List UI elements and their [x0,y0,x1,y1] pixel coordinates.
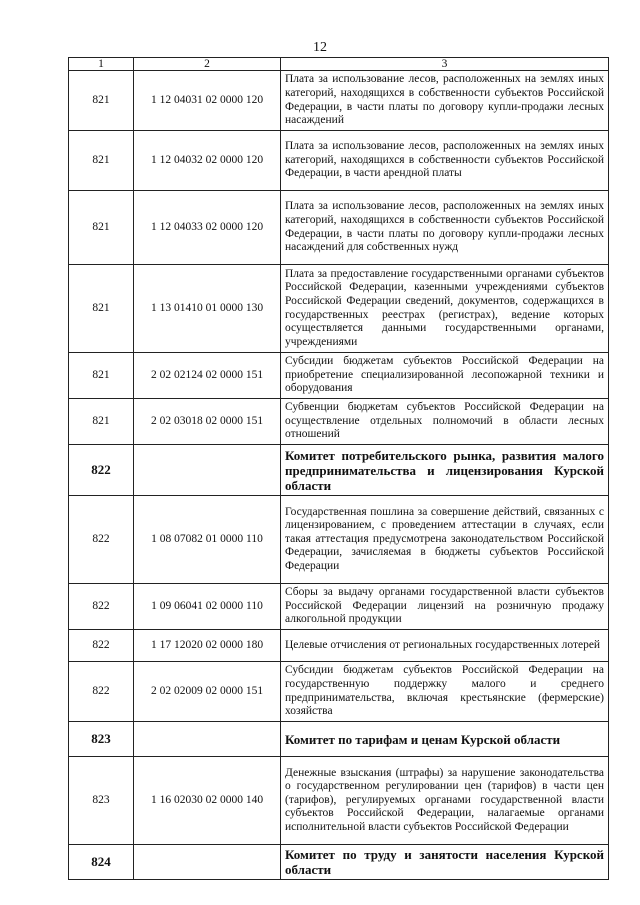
department-name-cell: Комитет по тарифам и ценам Курской области [281,722,609,757]
admin-code-cell: 821 [69,131,134,191]
budget-classification-table [68,57,609,880]
table-row [69,757,609,845]
admin-code-cell: 824 [69,845,134,880]
income-name-cell: Плата за предоставление государственными органами субъектов Российской Федерации, казенными учреждениями субъектов Российской Федерации сведений, документов, содержащихся в государственных реестрах (регистрах), ведение которых осуществляется данными государственными органами, учреждениями [281,265,609,353]
admin-code-cell: 821 [69,71,134,131]
income-code-cell [134,722,281,757]
admin-code-cell: 822 [69,584,134,630]
table-row [69,584,609,630]
income-code-cell: 1 08 07082 01 0000 110 [134,496,281,584]
income-code-cell: 1 16 02030 02 0000 140 [134,757,281,845]
income-name-cell: Плата за использование лесов, расположенных на землях иных категорий, находящихся в собственности субъектов Российской Федерации, в части платы по договору купли-продажи лесных насаждений для собственных нужд [281,191,609,265]
admin-code-cell: 822 [69,445,134,496]
income-code-cell: 2 02 03018 02 0000 151 [134,399,281,445]
income-name-cell: Субсидии бюджетам субъектов Российской Федерации на приобретение специализированной лесопожарной техники и оборудования [281,353,609,399]
column-header-3: 3 [281,58,609,71]
income-name-cell: Плата за использование лесов, расположенных на землях иных категорий, находящихся в собственности субъектов Российской Федерации, в части платы по договору купли-продажи лесных насаждений [281,71,609,131]
page-number: 12 [313,40,327,55]
table-row [69,131,609,191]
income-name-cell: Государственная пошлина за совершение действий, связанных с лицензированием, с проведением аттестации в случаях, если такая аттестация предусмотрена законодательством Российской Федерации, зачисляемая в бюджеты субъектов Российской Федерации [281,496,609,584]
admin-code-cell: 823 [69,757,134,845]
income-name-cell: Сборы за выдачу органами государственной власти субъектов Российской Федерации лицензий на розничную продажу алкогольной продукции [281,584,609,630]
column-header-2: 2 [134,58,281,71]
table-row [69,399,609,445]
admin-code-cell: 822 [69,496,134,584]
income-code-cell: 1 12 04033 02 0000 120 [134,191,281,265]
department-name-cell: Комитет по труду и занятости населения Курской области [281,845,609,880]
header-row [69,58,609,71]
admin-code-cell: 821 [69,191,134,265]
income-name-cell: Денежные взыскания (штрафы) за нарушение законодательства о государственном регулировании цен (тарифов) в части цен (тарифов), регулируемых органами государственной власти субъектов Российской Федерации, налагаемые органами исполнительной власти субъектов Российской Федерации [281,757,609,845]
income-code-cell [134,445,281,496]
admin-code-cell: 823 [69,722,134,757]
department-name-cell: Комитет потребительского рынка, развития малого предпринимательства и лицензирования Курской области [281,445,609,496]
income-name-cell: Целевые отчисления от региональных государственных лотерей [281,630,609,662]
table-row [69,265,609,353]
income-code-cell: 1 12 04031 02 0000 120 [134,71,281,131]
admin-code-cell: 821 [69,353,134,399]
department-row [69,845,609,880]
income-code-cell: 2 02 02124 02 0000 151 [134,353,281,399]
table-row [69,71,609,131]
table-row [69,630,609,662]
table-row [69,496,609,584]
income-code-cell: 1 13 01410 01 0000 130 [134,265,281,353]
table-row [69,191,609,265]
department-row [69,445,609,496]
admin-code-cell: 822 [69,662,134,722]
admin-code-cell: 821 [69,399,134,445]
admin-code-cell: 821 [69,265,134,353]
admin-code-cell: 822 [69,630,134,662]
income-name-cell: Субсидии бюджетам субъектов Российской Федерации на государственную поддержку малого и среднего предпринимательства, включая крестьянские (фермерские) хозяйства [281,662,609,722]
income-name-cell: Плата за использование лесов, расположенных на землях иных категорий, находящихся в собственности субъектов Российской Федерации, в части арендной платы [281,131,609,191]
column-header-1: 1 [69,58,134,71]
department-row [69,722,609,757]
table-row [69,353,609,399]
income-name-cell: Субвенции бюджетам субъектов Российской Федерации на осуществление отдельных полномочий в области лесных отношений [281,399,609,445]
income-code-cell: 2 02 02009 02 0000 151 [134,662,281,722]
table-row [69,662,609,722]
income-code-cell [134,845,281,880]
income-code-cell: 1 12 04032 02 0000 120 [134,131,281,191]
income-code-cell: 1 09 06041 02 0000 110 [134,584,281,630]
income-code-cell: 1 17 12020 02 0000 180 [134,630,281,662]
